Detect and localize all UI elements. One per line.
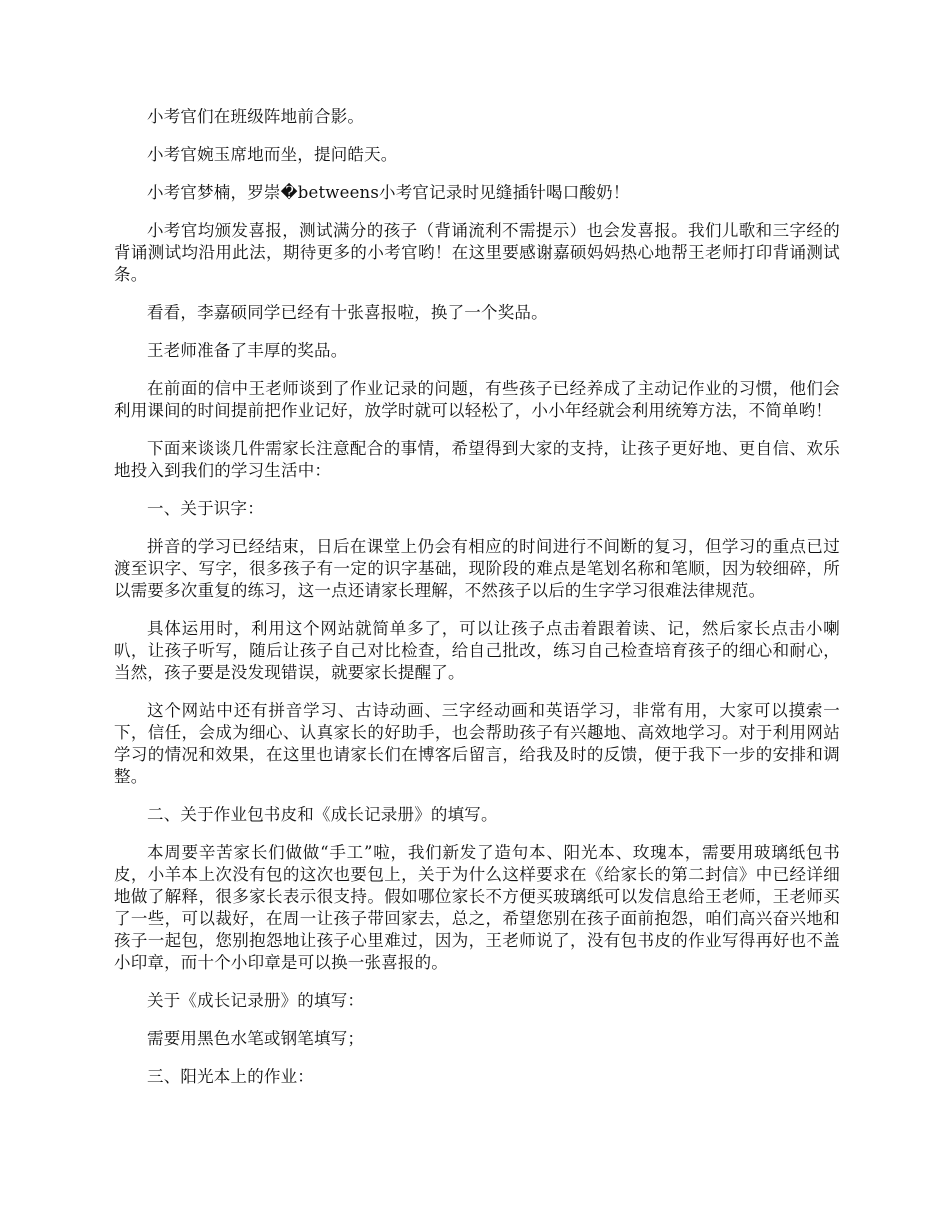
paragraph: 小考官婉玉席地而坐，提问皓天。: [147, 145, 398, 164]
paragraph: 关于《成长记录册》的填写：: [147, 991, 365, 1010]
paragraph: 这个网站中还有拼音学习、古诗动画、三字经动画和英语学习，非常有用，大家可以摸索一下，信任，会成为细心、认真家长的好助手，也会帮助孩子有兴趣地、高效地学习。对于利用网站学习的情况和效果，在这里也请家长们在博客后留言，给我及时的反馈，便于我下一步的安排和调整。: [114, 701, 840, 786]
paragraph: 拼音的学习已经结束，日后在课堂上仍会有相应的时间进行不间断的复习，但学习的重点已过渡至识字、写字，很多孩子有一定的识字基础，现阶段的难点是笔划名称和笔顺，因为较细碎，所以需要多次重复的练习，这一点还请家长理解，不然孩子以后的生字学习很难法律规范。: [114, 537, 840, 600]
paragraph: 具体运用时，利用这个网站就简单多了，可以让孩子点击着跟着读、记，然后家长点击小喇叭，让孩子听写，随后让孩子自己对比检查，给自己批改，练习自己检查培育孩子的细心和耐心，当然，孩子要是没发现错误，就要家长提醒了。: [114, 619, 840, 682]
paragraph: 小考官梦楠，罗崇�betweens小考官记录时见缝插针喝口酸奶！: [147, 183, 630, 202]
paragraph: 本周要辛苦家长们做做“手工”啦，我们新发了造句本、阳光本、玫瑰本，需要用玻璃纸包书皮，小羊本上次没有包的这次也要包上，关于为什么这样要求在《给家长的第二封信》中已经详细地做了解释，很多家长表示很支持。假如哪位家长不方便买玻璃纸可以发信息给王老师，王老师买了一些，可以裁好，在周一让孩子带回家去，总之，希望您别在孩子面前抱怨，咱们高兴奋兴地和孩子一起包，您别抱怨地让孩子心里难过，因为，王老师说了，没有包书皮的作业写得再好也不盖小印章，而十个小印章是可以换一张喜报的。: [114, 843, 840, 972]
section-heading: 一、关于识字：: [147, 499, 264, 518]
section-heading: 二、关于作业包书皮和《成长记录册》的填写。: [147, 805, 498, 824]
paragraph: 小考官们在班级阵地前合影。: [147, 107, 365, 126]
paragraph: 看看，李嘉硕同学已经有十张喜报啦，换了一个奖品。: [147, 303, 548, 322]
paragraph: 在前面的信中王老师谈到了作业记录的问题，有些孩子已经养成了主动记作业的习惯，他们会利用课间的时间提前把作业记好，放学时就可以轻松了，小小年经就会利用统筹方法，不简单哟！: [114, 379, 840, 420]
paragraph: 下面来谈谈几件需家长注意配合的事情，希望得到大家的支持，让孩子更好地、更自信、欢乐地投入到我们的学习生活中：: [114, 439, 840, 480]
section-heading: 三、阳光本上的作业：: [147, 1067, 314, 1086]
document-body: [114, 106, 840, 1104]
paragraph: 需要用黑色水笔或钢笔填写；: [147, 1029, 365, 1048]
paragraph: 王老师准备了丰厚的奖品。: [147, 341, 348, 360]
paragraph: 小考官均颁发喜报，测试满分的孩子（背诵流利不需提示）也会发喜报。我们儿歌和三字经的背诵测试均沿用此法，期待更多的小考官哟！在这里要感谢嘉硕妈妈热心地帮王老师打印背诵测试条。: [114, 221, 840, 284]
